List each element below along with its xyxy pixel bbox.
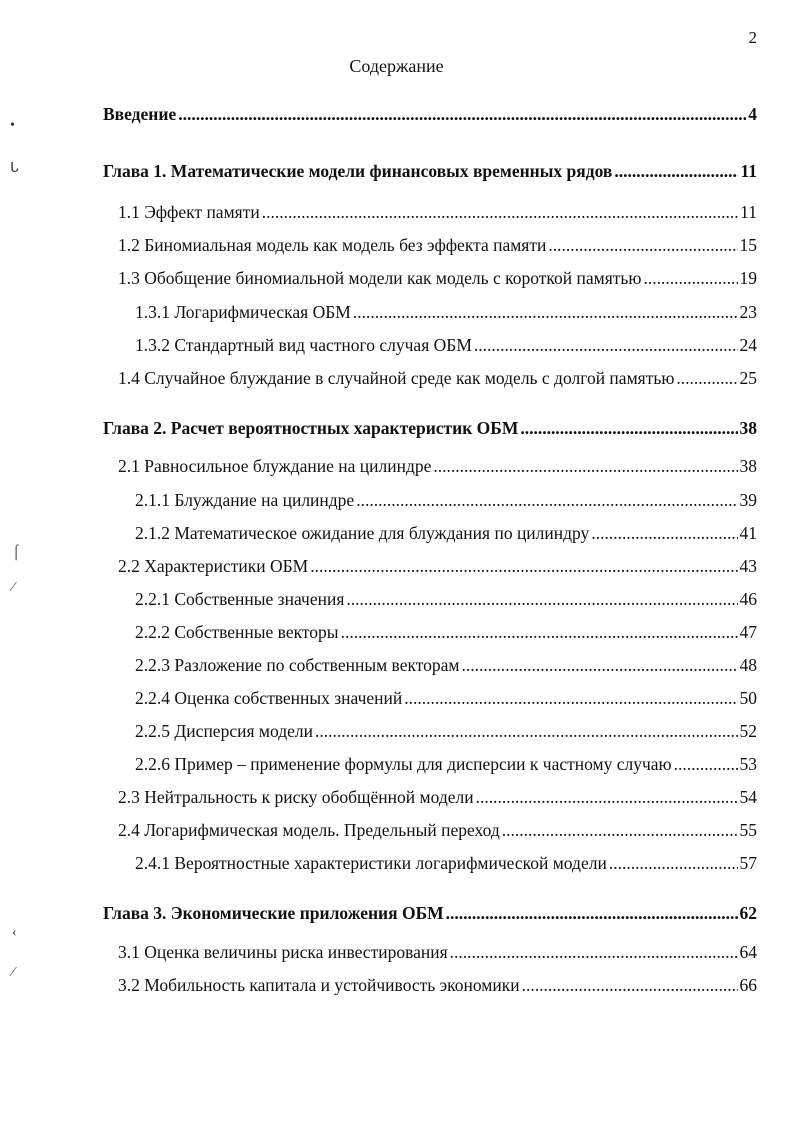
toc-section-entry [135,589,757,613]
toc-entry-page: 11 [740,202,757,222]
toc-section-entry [135,688,757,712]
toc-entry-label: 2.2.6 Пример – применение формулы для дисперсии к частному случаю [135,754,672,774]
toc-entry-page: 55 [739,820,757,840]
toc-dot-leader [643,268,737,289]
toc-entry-label: Глава 3. Экономические приложения ОБМ [103,903,444,923]
toc-entry-label: 2.1 Равносильное блуждание на цилиндре [118,456,432,476]
toc-section-entry [118,268,757,292]
toc-section-entry [118,820,757,844]
toc-entry-label: 2.2.2 Собственные векторы [135,622,339,642]
toc-entry-page: 25 [739,368,757,388]
toc-entry-page: 24 [739,335,757,355]
page-title: Содержание [349,56,444,76]
toc-dot-leader [341,622,738,643]
toc-section-entry [118,202,757,226]
toc-section-entry [118,975,757,999]
toc-dot-leader [433,456,737,477]
toc-dot-leader [674,754,738,775]
toc-chapter-entry [103,418,757,442]
toc-dot-leader [476,787,738,808]
toc-entry-label: 2.2 Характеристики ОБМ [118,556,309,576]
toc-dot-leader [474,335,738,356]
toc-dot-leader [591,523,737,544]
toc-entry-page: 64 [739,942,757,962]
toc-dot-leader [356,490,737,511]
toc-entry-page: 23 [739,302,757,322]
toc-entry-label: Глава 2. Расчет вероятностных характеристик ОБМ [103,418,519,438]
toc-chapter-entry [103,104,757,128]
toc-entry-page: 57 [739,853,757,873]
toc-dot-leader [462,655,738,676]
toc-entry-label: 1.3 Обобщение биномиальной модели как модель с короткой памятью [118,268,642,288]
toc-entry-page: 47 [739,622,757,642]
toc-entry-label: 2.1.1 Блуждание на цилиндре [135,490,355,510]
toc-entry-page: 50 [739,688,757,708]
toc-entry-label: 2.4 Логарифмическая модель. Предельный переход [118,820,500,840]
toc-dot-leader [262,202,738,223]
scan-artifact: ⁄ [12,580,15,595]
toc-entry-page: 46 [739,589,757,609]
toc-section-entry [135,754,757,778]
toc-entry-page: 43 [739,556,757,576]
scan-artifact: • [10,118,15,133]
toc-entry-page: 66 [739,975,757,995]
toc-entry-page: 39 [739,490,757,510]
toc-entry-label: 1.3.2 Стандартный вид частного случая ОБМ [135,335,472,355]
toc-section-entry [135,490,757,514]
toc-entry-label: 1.3.1 Логарифмическая ОБМ [135,302,351,322]
toc-entry-page: 38 [739,456,757,476]
scan-artifact: ‹ [12,925,17,940]
toc-entry-label: 1.1 Эффект памяти [118,202,260,222]
toc-entry-page: 19 [739,268,757,288]
toc-entry-page: 53 [739,754,757,774]
scan-artifact: ⁄ [12,965,15,980]
toc-entry-label: 2.3 Нейтральность к риску обобщённой модели [118,787,474,807]
toc-entry-page: 52 [739,721,757,741]
toc-entry-page: 11 [740,161,757,181]
toc-section-entry [118,556,757,580]
toc-entry-label: 2.2.4 Оценка собственных значений [135,688,403,708]
toc-chapter-entry [103,161,757,185]
toc-dot-leader [450,942,738,963]
toc-section-entry [135,655,757,679]
toc-section-entry [118,456,757,480]
toc-section-entry [118,942,757,966]
toc-entry-page: 62 [739,903,757,923]
toc-entry-label: 2.1.2 Математическое ожидание для блуждания по цилиндру [135,523,590,543]
toc-dot-leader [178,104,746,125]
toc-entry-page: 15 [739,235,757,255]
toc-entry-page: 41 [739,523,757,543]
toc-section-entry [135,721,757,745]
toc-section-entry [135,523,757,547]
toc-dot-leader [522,975,738,996]
toc-dot-leader [609,853,738,874]
toc-entry-page: 4 [748,104,757,124]
toc-dot-leader [310,556,737,577]
toc-entry-label: 1.2 Биномиальная модель как модель без эффекта памяти [118,235,547,255]
scan-artifact: ⌠ [12,545,21,560]
toc-entry-page: 48 [739,655,757,675]
toc-entry-label: 3.2 Мобильность капитала и устойчивость экономики [118,975,520,995]
toc-entry-label: Введение [103,104,177,124]
toc-entry-label: 3.1 Оценка величины риска инвестирования [118,942,448,962]
toc-dot-leader [548,235,737,256]
toc-dot-leader [404,688,737,709]
toc-section-entry [135,302,757,326]
toc-entry-page: 38 [739,418,757,438]
toc-section-entry [118,368,757,392]
toc-dot-leader [502,820,738,841]
toc-section-entry [135,622,757,646]
toc-chapter-entry [103,903,757,927]
toc-dot-leader [446,903,738,924]
toc-entry-label: 2.2.1 Собственные значения [135,589,345,609]
toc-section-entry [118,235,757,259]
toc-entry-page: 54 [739,787,757,807]
toc-section-entry [118,787,757,811]
toc-dot-leader [353,302,738,323]
toc-dot-leader [315,721,738,742]
toc-dot-leader [520,418,737,439]
toc-dot-leader [676,368,737,389]
toc-dot-leader [346,589,737,610]
toc-dot-leader [614,161,738,182]
scan-artifact: ᒐ [10,161,19,176]
toc-entry-label: 2.2.5 Дисперсия модели [135,721,313,741]
toc-entry-label: 2.4.1 Вероятностные характеристики логарифмической модели [135,853,607,873]
toc-entry-label: 1.4 Случайное блуждание в случайной среде как модель с долгой памятью [118,368,675,388]
toc-entry-label: 2.2.3 Разложение по собственным векторам [135,655,460,675]
toc-entry-label: Глава 1. Математические модели финансовых временных рядов [103,161,613,181]
toc-section-entry [135,335,757,359]
page-number: 2 [748,28,757,47]
toc-section-entry [135,853,757,877]
